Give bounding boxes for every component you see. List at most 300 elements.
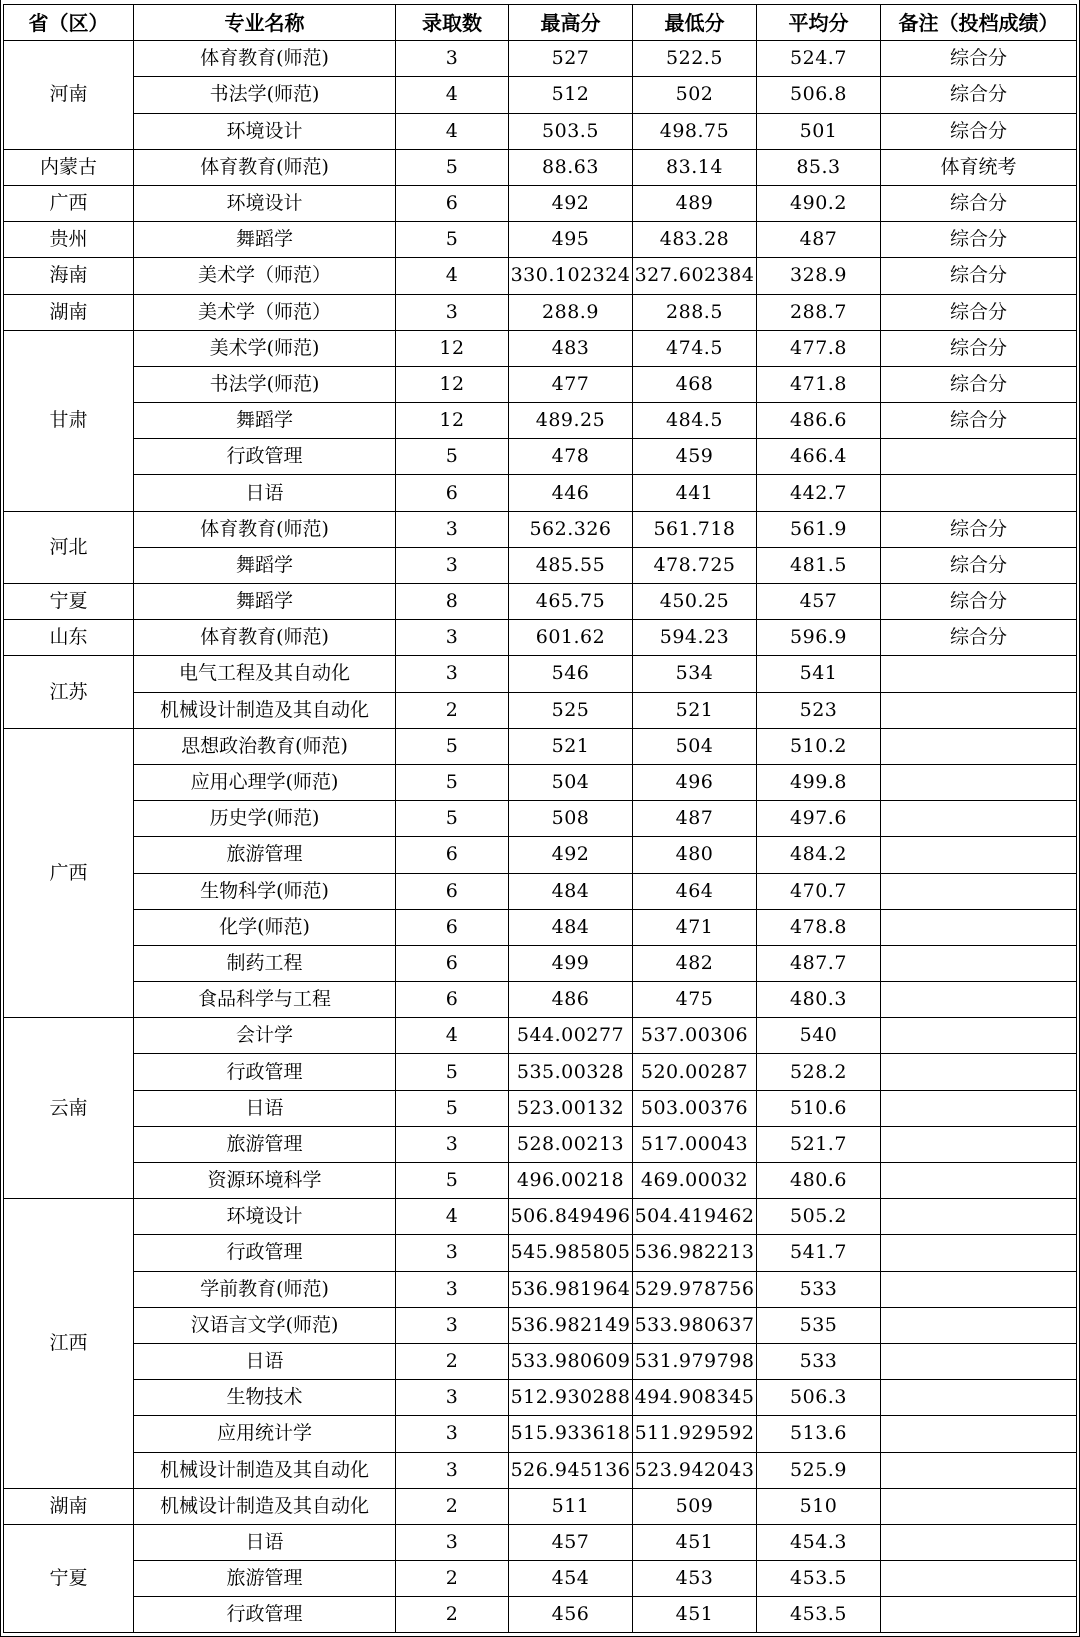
major-cell: 舞蹈学	[134, 547, 396, 583]
admitted-count-cell: 3	[396, 1307, 509, 1343]
remark-cell: 综合分	[881, 511, 1077, 547]
remark-cell	[881, 1380, 1077, 1416]
admitted-count-cell: 6	[396, 185, 509, 221]
table-row	[4, 692, 1077, 728]
remark-cell: 综合分	[881, 366, 1077, 402]
max-score-cell: 528.00213	[509, 1126, 633, 1162]
max-score-cell: 504	[509, 764, 633, 800]
table-row	[4, 1416, 1077, 1452]
header-row	[4, 5, 1077, 41]
province-cell: 海南	[4, 258, 134, 294]
max-score-cell: 486	[509, 982, 633, 1018]
major-cell: 行政管理	[134, 1054, 396, 1090]
table-row	[4, 511, 1077, 547]
avg-score-cell: 540	[757, 1018, 881, 1054]
admitted-count-cell: 3	[396, 1416, 509, 1452]
admitted-count-cell: 4	[396, 258, 509, 294]
table-row	[4, 222, 1077, 258]
admitted-count-cell: 2	[396, 1343, 509, 1379]
max-score-cell: 454	[509, 1561, 633, 1597]
avg-score-cell: 499.8	[757, 764, 881, 800]
admitted-count-cell: 3	[396, 1126, 509, 1162]
table-row	[4, 1163, 1077, 1199]
major-cell: 历史学(师范)	[134, 801, 396, 837]
avg-score-cell: 541	[757, 656, 881, 692]
max-score-cell: 545.985805	[509, 1235, 633, 1271]
header-max-score: 最高分	[509, 5, 633, 41]
avg-score-cell: 466.4	[757, 439, 881, 475]
table-row	[4, 41, 1077, 77]
min-score-cell: 450.25	[633, 584, 757, 620]
major-cell: 生物科学(师范)	[134, 873, 396, 909]
min-score-cell: 534	[633, 656, 757, 692]
province-cell: 河北	[4, 511, 134, 583]
remark-cell	[881, 439, 1077, 475]
table-row	[4, 366, 1077, 402]
admitted-count-cell: 12	[396, 403, 509, 439]
province-cell: 湖南	[4, 1488, 134, 1524]
remark-cell	[881, 873, 1077, 909]
max-score-cell: 544.00277	[509, 1018, 633, 1054]
major-cell: 体育教育(师范)	[134, 149, 396, 185]
table-row	[4, 656, 1077, 692]
min-score-cell: 288.5	[633, 294, 757, 330]
major-cell: 机械设计制造及其自动化	[134, 1488, 396, 1524]
avg-score-cell: 513.6	[757, 1416, 881, 1452]
min-score-cell: 480	[633, 837, 757, 873]
major-cell: 思想政治教育(师范)	[134, 728, 396, 764]
max-score-cell: 515.933618	[509, 1416, 633, 1452]
min-score-cell: 453	[633, 1561, 757, 1597]
min-score-cell: 459	[633, 439, 757, 475]
min-score-cell: 521	[633, 692, 757, 728]
province-cell: 贵州	[4, 222, 134, 258]
min-score-cell: 471	[633, 909, 757, 945]
major-cell: 化学(师范)	[134, 909, 396, 945]
remark-cell	[881, 1452, 1077, 1488]
table-row	[4, 439, 1077, 475]
avg-score-cell: 471.8	[757, 366, 881, 402]
max-score-cell: 457	[509, 1524, 633, 1560]
admitted-count-cell: 12	[396, 330, 509, 366]
avg-score-cell: 480.3	[757, 982, 881, 1018]
max-score-cell: 88.63	[509, 149, 633, 185]
table-row	[4, 873, 1077, 909]
admitted-count-cell: 3	[396, 1452, 509, 1488]
avg-score-cell: 505.2	[757, 1199, 881, 1235]
min-score-cell: 594.23	[633, 620, 757, 656]
avg-score-cell: 524.7	[757, 41, 881, 77]
max-score-cell: 533.980609	[509, 1343, 633, 1379]
max-score-cell: 506.849496	[509, 1199, 633, 1235]
max-score-cell: 521	[509, 728, 633, 764]
remark-cell	[881, 1018, 1077, 1054]
table-row	[4, 909, 1077, 945]
remark-cell	[881, 1090, 1077, 1126]
table-row	[4, 1271, 1077, 1307]
remark-cell: 综合分	[881, 222, 1077, 258]
min-score-cell: 489	[633, 185, 757, 221]
table-row	[4, 584, 1077, 620]
max-score-cell: 546	[509, 656, 633, 692]
max-score-cell: 511	[509, 1488, 633, 1524]
min-score-cell: 487	[633, 801, 757, 837]
province-cell: 云南	[4, 1018, 134, 1199]
table-row	[4, 547, 1077, 583]
table-row	[4, 403, 1077, 439]
avg-score-cell: 528.2	[757, 1054, 881, 1090]
table-row	[4, 945, 1077, 981]
admitted-count-cell: 2	[396, 692, 509, 728]
admitted-count-cell: 4	[396, 77, 509, 113]
avg-score-cell: 535	[757, 1307, 881, 1343]
max-score-cell: 525	[509, 692, 633, 728]
avg-score-cell: 328.9	[757, 258, 881, 294]
table-row	[4, 113, 1077, 149]
avg-score-cell: 510.6	[757, 1090, 881, 1126]
admitted-count-cell: 4	[396, 1018, 509, 1054]
avg-score-cell: 484.2	[757, 837, 881, 873]
major-cell: 生物技术	[134, 1380, 396, 1416]
table-row	[4, 1126, 1077, 1162]
table-row	[4, 1235, 1077, 1271]
major-cell: 日语	[134, 1343, 396, 1379]
max-score-cell: 456	[509, 1597, 633, 1633]
max-score-cell: 536.981964	[509, 1271, 633, 1307]
avg-score-cell: 510.2	[757, 728, 881, 764]
min-score-cell: 327.602384	[633, 258, 757, 294]
max-score-cell: 523.00132	[509, 1090, 633, 1126]
admitted-count-cell: 6	[396, 837, 509, 873]
major-cell: 体育教育(师范)	[134, 511, 396, 547]
admitted-count-cell: 4	[396, 113, 509, 149]
remark-cell	[881, 1561, 1077, 1597]
max-score-cell: 492	[509, 185, 633, 221]
max-score-cell: 526.945136	[509, 1452, 633, 1488]
remark-cell	[881, 475, 1077, 511]
admitted-count-cell: 8	[396, 584, 509, 620]
remark-cell: 综合分	[881, 185, 1077, 221]
province-cell: 山东	[4, 620, 134, 656]
table-row	[4, 149, 1077, 185]
major-cell: 体育教育(师范)	[134, 41, 396, 77]
remark-cell: 综合分	[881, 584, 1077, 620]
admitted-count-cell: 3	[396, 656, 509, 692]
remark-cell	[881, 692, 1077, 728]
max-score-cell: 508	[509, 801, 633, 837]
admitted-count-cell: 6	[396, 909, 509, 945]
avg-score-cell: 596.9	[757, 620, 881, 656]
major-cell: 资源环境科学	[134, 1163, 396, 1199]
remark-cell: 体育统考	[881, 149, 1077, 185]
province-cell: 江苏	[4, 656, 134, 728]
admitted-count-cell: 2	[396, 1488, 509, 1524]
min-score-cell: 451	[633, 1524, 757, 1560]
major-cell: 会计学	[134, 1018, 396, 1054]
avg-score-cell: 487	[757, 222, 881, 258]
major-cell: 日语	[134, 1090, 396, 1126]
avg-score-cell: 510	[757, 1488, 881, 1524]
min-score-cell: 522.5	[633, 41, 757, 77]
header-province: 省（区）	[4, 5, 134, 41]
avg-score-cell: 506.3	[757, 1380, 881, 1416]
remark-cell	[881, 801, 1077, 837]
table-row	[4, 1343, 1077, 1379]
province-cell: 广西	[4, 185, 134, 221]
province-cell: 内蒙古	[4, 149, 134, 185]
min-score-cell: 529.978756	[633, 1271, 757, 1307]
table-row	[4, 294, 1077, 330]
major-cell: 旅游管理	[134, 837, 396, 873]
avg-score-cell: 85.3	[757, 149, 881, 185]
major-cell: 日语	[134, 1524, 396, 1560]
admitted-count-cell: 5	[396, 439, 509, 475]
min-score-cell: 537.00306	[633, 1018, 757, 1054]
major-cell: 行政管理	[134, 1597, 396, 1633]
avg-score-cell: 288.7	[757, 294, 881, 330]
admitted-count-cell: 2	[396, 1561, 509, 1597]
table-row	[4, 1561, 1077, 1597]
table-row	[4, 728, 1077, 764]
avg-score-cell: 533	[757, 1343, 881, 1379]
min-score-cell: 83.14	[633, 149, 757, 185]
min-score-cell: 464	[633, 873, 757, 909]
admitted-count-cell: 3	[396, 547, 509, 583]
min-score-cell: 498.75	[633, 113, 757, 149]
remark-cell	[881, 1307, 1077, 1343]
major-cell: 舞蹈学	[134, 403, 396, 439]
major-cell: 书法学(师范)	[134, 77, 396, 113]
major-cell: 美术学（师范）	[134, 258, 396, 294]
min-score-cell: 469.00032	[633, 1163, 757, 1199]
avg-score-cell: 497.6	[757, 801, 881, 837]
min-score-cell: 478.725	[633, 547, 757, 583]
remark-cell: 综合分	[881, 620, 1077, 656]
table-row	[4, 1199, 1077, 1235]
max-score-cell: 512.930288	[509, 1380, 633, 1416]
remark-cell	[881, 1597, 1077, 1633]
max-score-cell: 288.9	[509, 294, 633, 330]
major-cell: 体育教育(师范)	[134, 620, 396, 656]
max-score-cell: 492	[509, 837, 633, 873]
admitted-count-cell: 6	[396, 982, 509, 1018]
remark-cell	[881, 764, 1077, 800]
min-score-cell: 504	[633, 728, 757, 764]
max-score-cell: 485.55	[509, 547, 633, 583]
avg-score-cell: 454.3	[757, 1524, 881, 1560]
province-cell: 湖南	[4, 294, 134, 330]
min-score-cell: 561.718	[633, 511, 757, 547]
max-score-cell: 536.982149	[509, 1307, 633, 1343]
table-row	[4, 258, 1077, 294]
table-row	[4, 1090, 1077, 1126]
remark-cell	[881, 1488, 1077, 1524]
table-row	[4, 1488, 1077, 1524]
major-cell: 舞蹈学	[134, 584, 396, 620]
admission-scores-table	[3, 4, 1077, 1633]
admitted-count-cell: 6	[396, 873, 509, 909]
major-cell: 环境设计	[134, 185, 396, 221]
table-row	[4, 77, 1077, 113]
avg-score-cell: 457	[757, 584, 881, 620]
major-cell: 制药工程	[134, 945, 396, 981]
admitted-count-cell: 4	[396, 1199, 509, 1235]
min-score-cell: 483.28	[633, 222, 757, 258]
province-cell: 江西	[4, 1199, 134, 1489]
max-score-cell: 527	[509, 41, 633, 77]
admitted-count-cell: 3	[396, 620, 509, 656]
max-score-cell: 535.00328	[509, 1054, 633, 1090]
major-cell: 美术学（师范）	[134, 294, 396, 330]
admitted-count-cell: 3	[396, 1235, 509, 1271]
admitted-count-cell: 3	[396, 511, 509, 547]
header-avg-score: 平均分	[757, 5, 881, 41]
min-score-cell: 509	[633, 1488, 757, 1524]
admitted-count-cell: 3	[396, 41, 509, 77]
min-score-cell: 475	[633, 982, 757, 1018]
remark-cell	[881, 1054, 1077, 1090]
table-row	[4, 837, 1077, 873]
major-cell: 环境设计	[134, 113, 396, 149]
table-row	[4, 330, 1077, 366]
province-cell: 甘肃	[4, 330, 134, 511]
avg-score-cell: 481.5	[757, 547, 881, 583]
remark-cell: 综合分	[881, 294, 1077, 330]
remark-cell	[881, 909, 1077, 945]
major-cell: 汉语言文学(师范)	[134, 1307, 396, 1343]
remark-cell	[881, 1235, 1077, 1271]
province-cell: 宁夏	[4, 584, 134, 620]
min-score-cell: 531.979798	[633, 1343, 757, 1379]
avg-score-cell: 470.7	[757, 873, 881, 909]
min-score-cell: 533.980637	[633, 1307, 757, 1343]
header-min-score: 最低分	[633, 5, 757, 41]
admitted-count-cell: 3	[396, 1524, 509, 1560]
avg-score-cell: 525.9	[757, 1452, 881, 1488]
min-score-cell: 482	[633, 945, 757, 981]
max-score-cell: 465.75	[509, 584, 633, 620]
major-cell: 学前教育(师范)	[134, 1271, 396, 1307]
table-row	[4, 1018, 1077, 1054]
table-row	[4, 1307, 1077, 1343]
max-score-cell: 477	[509, 366, 633, 402]
avg-score-cell: 477.8	[757, 330, 881, 366]
remark-cell	[881, 837, 1077, 873]
table-row	[4, 475, 1077, 511]
admitted-count-cell: 5	[396, 728, 509, 764]
max-score-cell: 484	[509, 909, 633, 945]
remark-cell	[881, 1343, 1077, 1379]
admitted-count-cell: 12	[396, 366, 509, 402]
min-score-cell: 441	[633, 475, 757, 511]
major-cell: 行政管理	[134, 1235, 396, 1271]
avg-score-cell: 490.2	[757, 185, 881, 221]
province-cell: 河南	[4, 41, 134, 150]
min-score-cell: 484.5	[633, 403, 757, 439]
remark-cell: 综合分	[881, 330, 1077, 366]
avg-score-cell: 523	[757, 692, 881, 728]
table-row	[4, 1597, 1077, 1633]
table-row	[4, 1054, 1077, 1090]
admitted-count-cell: 6	[396, 945, 509, 981]
max-score-cell: 478	[509, 439, 633, 475]
table-row	[4, 801, 1077, 837]
table-row	[4, 185, 1077, 221]
min-score-cell: 504.419462	[633, 1199, 757, 1235]
avg-score-cell: 480.6	[757, 1163, 881, 1199]
remark-cell	[881, 1199, 1077, 1235]
min-score-cell: 517.00043	[633, 1126, 757, 1162]
min-score-cell: 523.942043	[633, 1452, 757, 1488]
avg-score-cell: 541.7	[757, 1235, 881, 1271]
remark-cell	[881, 1416, 1077, 1452]
avg-score-cell: 506.8	[757, 77, 881, 113]
max-score-cell: 484	[509, 873, 633, 909]
admitted-count-cell: 2	[396, 1597, 509, 1633]
min-score-cell: 503.00376	[633, 1090, 757, 1126]
table-row	[4, 1380, 1077, 1416]
remark-cell: 综合分	[881, 77, 1077, 113]
header-major: 专业名称	[134, 5, 396, 41]
province-cell: 广西	[4, 728, 134, 1018]
max-score-cell: 562.326	[509, 511, 633, 547]
remark-cell: 综合分	[881, 113, 1077, 149]
table-row	[4, 764, 1077, 800]
admitted-count-cell: 3	[396, 1380, 509, 1416]
avg-score-cell: 442.7	[757, 475, 881, 511]
admitted-count-cell: 5	[396, 222, 509, 258]
major-cell: 环境设计	[134, 1199, 396, 1235]
major-cell: 机械设计制造及其自动化	[134, 692, 396, 728]
table-row	[4, 1452, 1077, 1488]
province-cell: 宁夏	[4, 1524, 134, 1633]
max-score-cell: 330.102324	[509, 258, 633, 294]
admitted-count-cell: 5	[396, 1090, 509, 1126]
avg-score-cell: 487.7	[757, 945, 881, 981]
header-remark: 备注（投档成绩）	[881, 5, 1077, 41]
avg-score-cell: 561.9	[757, 511, 881, 547]
min-score-cell: 502	[633, 77, 757, 113]
remark-cell: 综合分	[881, 547, 1077, 583]
max-score-cell: 489.25	[509, 403, 633, 439]
remark-cell: 综合分	[881, 41, 1077, 77]
avg-score-cell: 501	[757, 113, 881, 149]
remark-cell	[881, 1126, 1077, 1162]
max-score-cell: 512	[509, 77, 633, 113]
avg-score-cell: 486.6	[757, 403, 881, 439]
admitted-count-cell: 5	[396, 1054, 509, 1090]
remark-cell	[881, 945, 1077, 981]
admitted-count-cell: 3	[396, 294, 509, 330]
remark-cell	[881, 1271, 1077, 1307]
table-row	[4, 1524, 1077, 1560]
remark-cell	[881, 728, 1077, 764]
min-score-cell: 511.929592	[633, 1416, 757, 1452]
major-cell: 旅游管理	[134, 1561, 396, 1597]
min-score-cell: 474.5	[633, 330, 757, 366]
major-cell: 机械设计制造及其自动化	[134, 1452, 396, 1488]
min-score-cell: 451	[633, 1597, 757, 1633]
admitted-count-cell: 5	[396, 764, 509, 800]
major-cell: 电气工程及其自动化	[134, 656, 396, 692]
admitted-count-cell: 5	[396, 801, 509, 837]
remark-cell	[881, 982, 1077, 1018]
remark-cell: 综合分	[881, 258, 1077, 294]
major-cell: 美术学(师范)	[134, 330, 396, 366]
admitted-count-cell: 6	[396, 475, 509, 511]
max-score-cell: 483	[509, 330, 633, 366]
major-cell: 行政管理	[134, 439, 396, 475]
